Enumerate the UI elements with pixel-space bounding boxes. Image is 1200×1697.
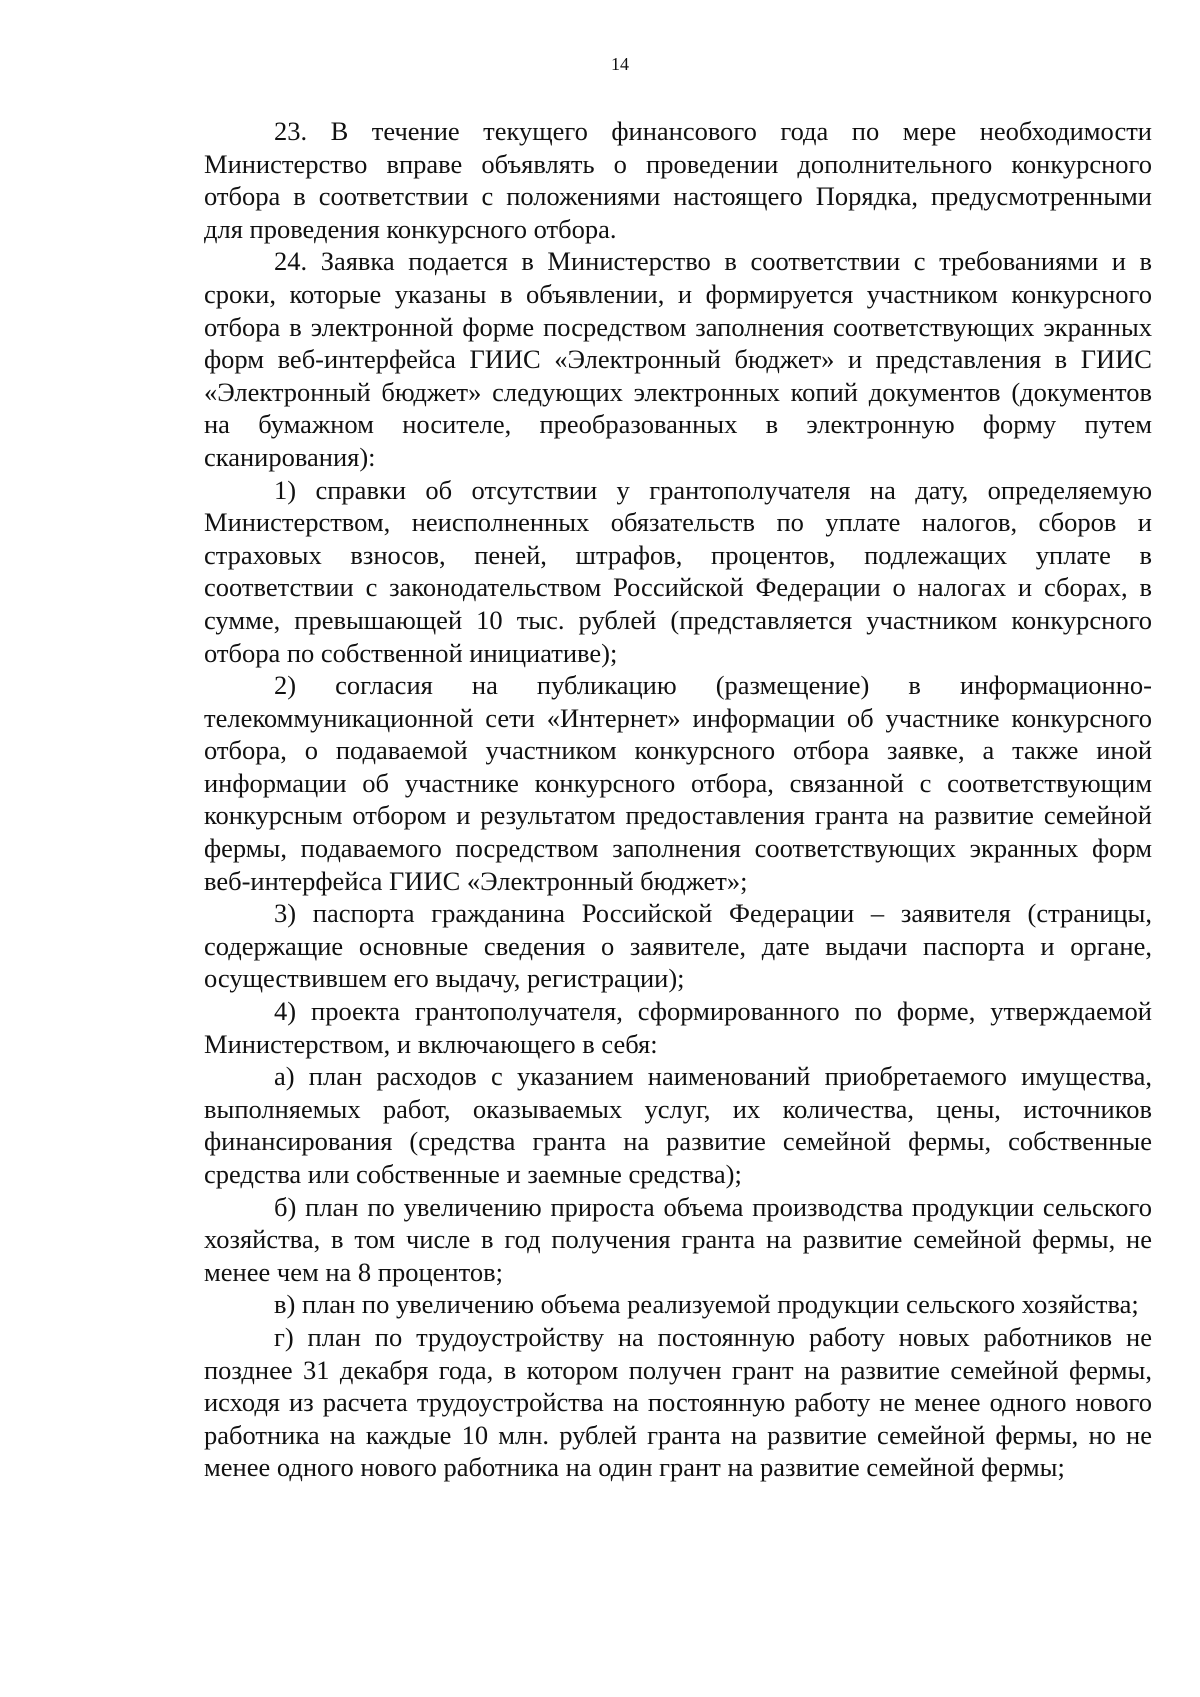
sub-item-b: б) план по увеличению прироста объема производства продукции сельского хозяйства, в том числе в год получения гранта на развитие семейной фермы, не менее чем на 8 процентов; [204, 1191, 1152, 1287]
document-body [204, 115, 1152, 1484]
sub-item-g: г) план по трудоустройству на постоянную работу новых работников не позднее 31 декабря года, в котором получен грант на развитие семейной фермы, исходя из расчета трудоустройства на постоянную работу не менее одного нового работника на каждые 10 млн. рублей гранта на развитие семейной фермы, но не менее одного нового работника на один грант на развитие семейной фермы; [204, 1321, 1152, 1483]
sub-item-v: в) план по увеличению объема реализуемой продукции сельского хозяйства; [274, 1289, 1139, 1320]
sub-item-a: а) план расходов с указанием наименований приобретаемого имущества, выполняемых работ, оказываемых услуг, их количества, цены, источников финансирования (средства гранта на развитие семейной фермы, собственные средства или собственные и заемные средства); [204, 1061, 1152, 1189]
list-item-4: 4) проекта грантополучателя, сформированного по форме, утверждаемой Министерством, и включающего в себя: [204, 996, 1152, 1059]
paragraph-23: 23. В течение текущего финансового года по мере необходимости Министерство вправе объявлять о проведении дополнительного конкурсного отбора в соответствии с положениями настоящего Порядка, предусмотренными для проведения конкурсного отбора. [204, 116, 1152, 244]
list-item-1: 1) справки об отсутствии у грантополучателя на дату, определяемую Министерством, неисполненных обязательств по уплате налогов, сборов и страховых взносов, пеней, штрафов, процентов, подлежащих уплате в соответствии с законодательством Российской Федерации о налогах и сборах, в сумме, превышающей 10 тыс. рублей (представляется участником конкурсного отбора по собственной инициативе); [204, 474, 1152, 668]
page-number: 14 [611, 54, 629, 74]
paragraph-24: 24. Заявка подается в Министерство в соответствии с требованиями и в сроки, которые указаны в объявлении, и формируется участником конкурсного отбора в электронной форме посредством заполнения соответствующих экранных форм веб-интерфейса ГИИС «Электронный бюджет» и представления в ГИИС «Электронный бюджет» следующих электронных копий документов (документов на бумажном носителе, преобразованных в электронную форму путем сканирования): [204, 246, 1152, 472]
list-item-2: 2) согласия на публикацию (размещение) в информационно-телекоммуникационной сети «Интернет» информации об участнике конкурсного отбора, о подаваемой участником конкурсного отбора заявке, а также иной информации об участнике конкурсного отбора, связанной с соответствующим конкурсным отбором и результатом предоставления гранта на развитие семейной фермы, подаваемого посредством заполнения соответствующих экранных форм веб-интерфейса ГИИС «Электронный бюджет»; [204, 670, 1152, 896]
list-item-3: 3) паспорта гражданина Российской Федерации – заявителя (страницы, содержащие основные сведения о заявителе, дате выдачи паспорта и органе, осуществившем его выдачу, регистрации); [204, 898, 1152, 994]
